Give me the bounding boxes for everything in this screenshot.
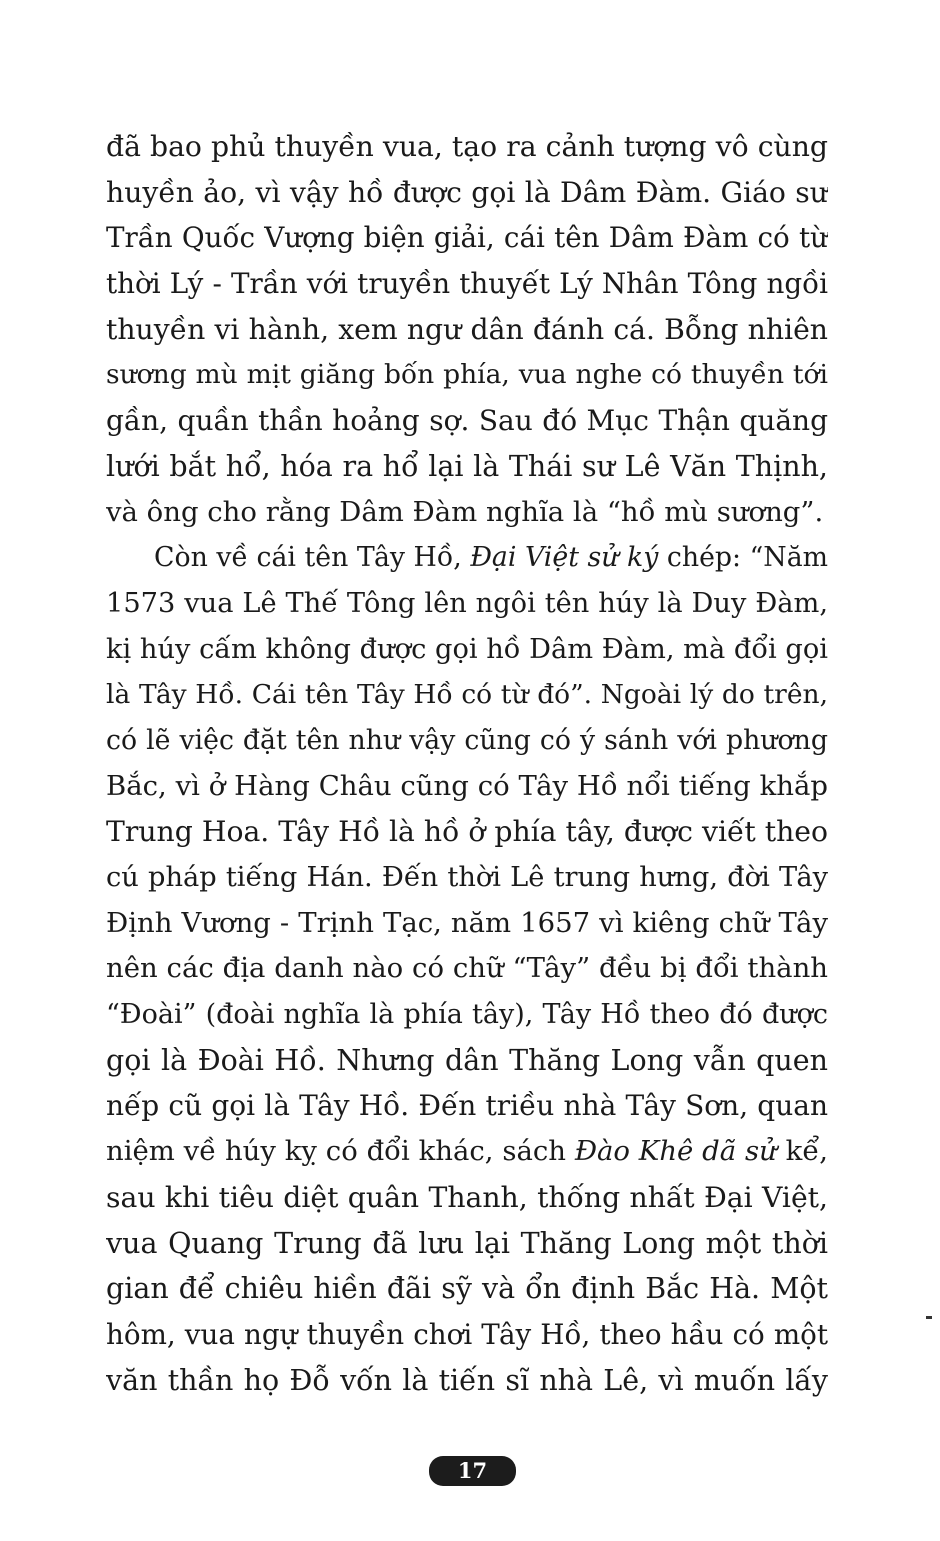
text-line <box>106 1129 828 1175</box>
text-line <box>106 581 828 627</box>
text-line <box>106 855 828 901</box>
text-segment: chép: “Năm <box>658 542 828 574</box>
text-line <box>106 809 828 855</box>
text-line <box>106 535 828 581</box>
text-line <box>106 398 828 444</box>
text-segment: kị húy cấm không được gọi hồ Dâm Đàm, mà đổi gọi <box>106 633 828 665</box>
text-segment: Còn về cái tên Tây Hồ, <box>154 542 471 574</box>
text-segment: có lẽ việc đặt tên như vậy cũng có ý sánh với phương <box>106 724 828 756</box>
text-segment: Trung Hoa. Tây Hồ là hồ ở phía tây, được viết theo <box>106 815 828 849</box>
text-segment: sương mù mịt giăng bốn phía, vua nghe có thuyền tới <box>106 359 828 391</box>
text-line <box>106 307 828 353</box>
text-line <box>106 124 828 170</box>
text-line <box>106 444 828 490</box>
text-segment: “Đoài” (đoài nghĩa là phía tây), Tây Hồ theo đó được <box>106 999 828 1031</box>
text-segment: sau khi tiêu diệt quân Thanh, thống nhất Đại Việt, <box>106 1180 828 1214</box>
text-line <box>106 490 828 536</box>
text-line <box>106 1358 828 1404</box>
text-segment: niệm về húy kỵ có đổi khác, sách <box>106 1135 575 1168</box>
text-segment: Bắc, vì ở Hàng Châu cũng có Tây Hồ nổi tiếng khắp <box>106 769 828 802</box>
text-segment: lưới bắt hổ, hóa ra hổ lại là Thái sư Lê Văn Thịnh, <box>106 449 828 483</box>
text-line <box>106 261 828 307</box>
text-segment: gần, quần thần hoảng sợ. Sau đó Mục Thận quăng <box>106 404 828 438</box>
text-segment: thuyền vi hành, xem ngư dân đánh cá. Bỗng nhiên <box>106 312 828 346</box>
text-line <box>106 1175 828 1221</box>
text-line <box>106 946 828 992</box>
text-line <box>106 901 828 947</box>
text-line <box>106 672 828 718</box>
text-line <box>106 1083 828 1129</box>
text-segment: hôm, vua ngự thuyền chơi Tây Hồ, theo hầu có một <box>106 1317 828 1351</box>
text-segment: gọi là Đoài Hồ. Nhưng dân Thăng Long vẫn quen <box>106 1043 828 1077</box>
text-line <box>106 1312 828 1358</box>
text-line <box>106 170 828 216</box>
text-line <box>106 992 828 1038</box>
text-segment: nên các địa danh nào có chữ “Tây” đều bị đổi thành <box>106 952 828 985</box>
text-line <box>106 1221 828 1267</box>
body-text <box>106 124 828 1403</box>
text-line <box>106 352 828 398</box>
text-segment: và ông cho rằng Dâm Đàm nghĩa là “hồ mù sương”. <box>106 495 824 528</box>
text-segment: vua Quang Trung đã lưu lại Thăng Long một thời <box>106 1226 828 1260</box>
text-segment: kể, <box>776 1135 828 1168</box>
text-segment: là Tây Hồ. Cái tên Tây Hồ có từ đó”. Ngoài lý do trên, <box>106 679 828 711</box>
text-segment: đã bao phủ thuyền vua, tạo ra cảnh tượng vô cùng <box>106 130 828 163</box>
text-segment: thời Lý - Trần với truyền thuyết Lý Nhân Tông ngồi <box>106 267 828 301</box>
text-segment: văn thần họ Đỗ vốn là tiến sĩ nhà Lê, vì muốn lấy <box>106 1363 828 1397</box>
text-segment: 1573 vua Lê Thế Tông lên ngôi tên húy là Duy Đàm, <box>106 587 828 619</box>
book-title-italic: Đại Việt sử ký <box>470 542 659 574</box>
text-line <box>106 1038 828 1084</box>
text-line <box>106 764 828 810</box>
scan-speck <box>926 1316 932 1319</box>
text-segment: nếp cũ gọi là Tây Hồ. Đến triều nhà Tây Sơn, quan <box>106 1089 828 1123</box>
text-segment: cú pháp tiếng Hán. Đến thời Lê trung hưng, đời Tây <box>106 862 828 893</box>
text-line <box>106 1266 828 1312</box>
text-segment: Trần Quốc Vượng biện giải, cái tên Dâm Đàm có từ <box>106 221 828 255</box>
text-line <box>106 215 828 261</box>
text-segment: Định Vương - Trịnh Tạc, năm 1657 vì kiêng chữ Tây <box>106 906 828 939</box>
book-title-italic: Đào Khê dã sử <box>574 1135 777 1168</box>
text-line <box>106 718 828 764</box>
page-number-badge: 17 <box>429 1456 516 1486</box>
text-line <box>106 627 828 673</box>
text-segment: huyền ảo, vì vậy hồ được gọi là Dâm Đàm. Giáo sư <box>106 175 828 209</box>
text-segment: gian để chiêu hiền đãi sỹ và ổn định Bắc Hà. Một <box>106 1272 828 1306</box>
